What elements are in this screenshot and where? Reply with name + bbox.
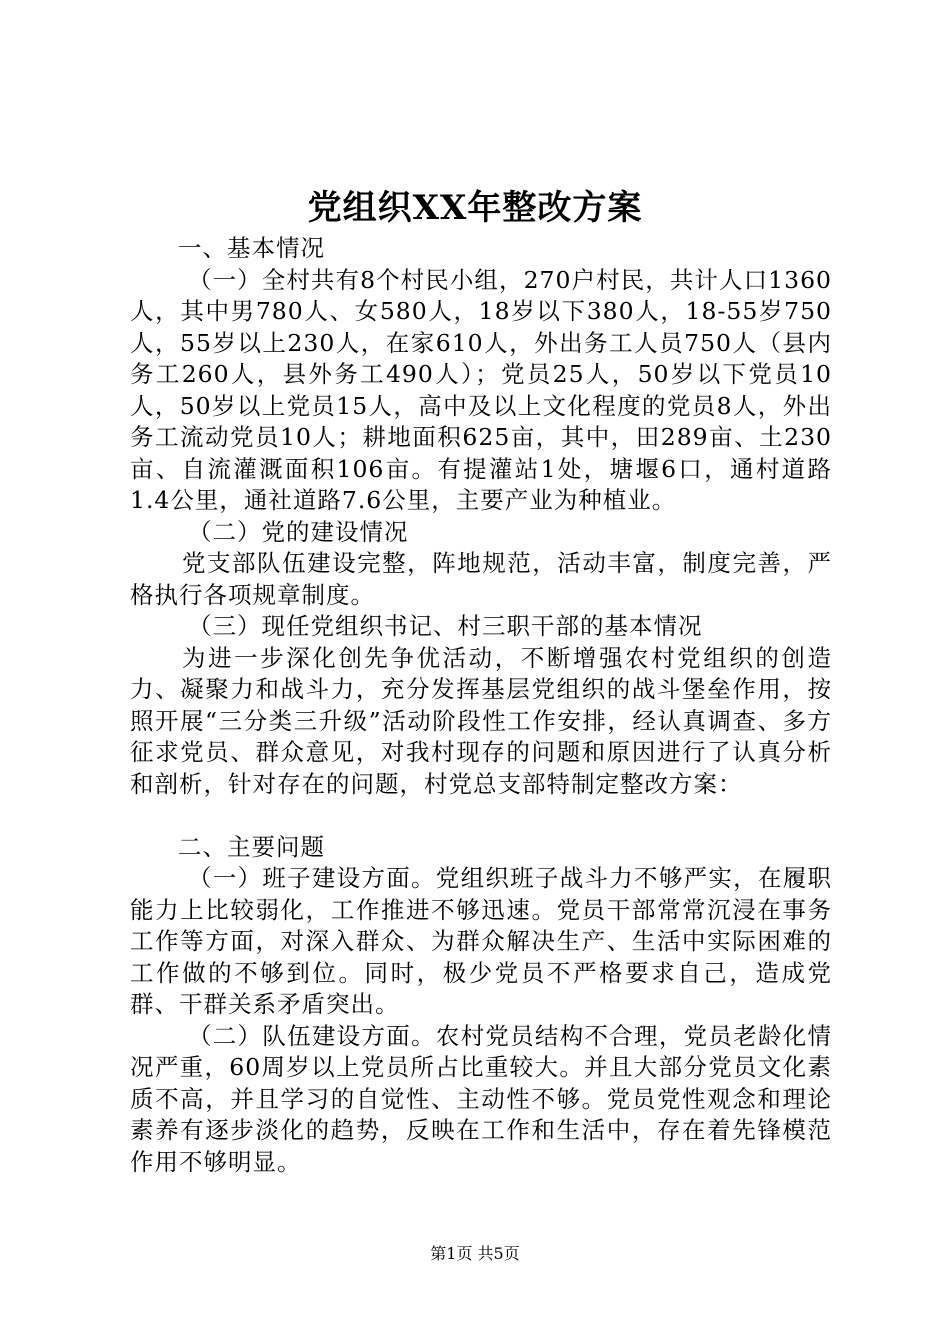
document-title: 党组织XX年整改方案: [307, 188, 643, 228]
paragraph-staff-building: （二）队伍建设方面。农村党员结构不合理，党员老龄化情况严重，60周岁以上党员所占比重较大。并且大部分党员文化素质不高，并且学习的自觉性、主动性不够。党员党性观念和理论素养有逐步淡化的趋势，反映在工作和生活中，存在着先锋模范作用不够明显。: [130, 1021, 832, 1176]
section-heading-main-problems: 二、主要问题: [178, 832, 325, 861]
subheading-party-building: （二）党的建设情况: [188, 517, 409, 546]
subheading-cadres-situation: （三）现任党组织书记、村三职干部的基本情况: [188, 612, 703, 640]
section-heading-basic-situation: 一、基本情况: [178, 234, 325, 262]
paragraph-rectification-intro: 为进一步深化创先争优活动，不断增强农村党组织的创造力、凝聚力和战斗力，充分发挥基层党组织的战斗堡垒作用，按照开展“三分类三升级”活动阶段性工作安排，经认真调查、多方征求党员、群众意见，对我村现存的问题和原因进行了认真分析和剖析，针对存在的问题，村党总支部特制定整改方案：: [130, 643, 832, 798]
paragraph-team-building: （一）班子建设方面。党组织班子战斗力不够严实，在履职能力上比较弱化，工作推进不够迅速。党员干部常常沉浸在事务工作等方面，对深入群众、为群众解决生产、生活中实际困难的工作做的不够到位。同时，极少党员不严格要求自己，造成党群、干群关系矛盾突出。: [130, 864, 832, 1018]
page-number-footer: 第1页 共5页: [430, 1244, 520, 1263]
document-body: [130, 233, 832, 1178]
paragraph-gap: [130, 800, 832, 832]
paragraph-village-statistics: （一）全村共有8个村民小组，270户村民，共计人口1360人，其中男780人、女580人，18岁以下380人，18-55岁750人，55岁以上230人，在家610人，外出务工人员750人（县内务工260人，县外务工490人）；党员25人，50岁以下党员10人，50岁以上党员15人，高中及以上文化程度的党员8人，外出务工流动党员10人；耕地面积625亩，其中，田289亩、土230亩、自流灌溉面积106亩。有提灌站1处，塘堰6口，通村道路1.4公里，通社道路7.6公里，主要产业为种植业。: [130, 265, 832, 514]
paragraph-party-building: 党支部队伍建设完整，阵地规范，活动丰富，制度完善，严格执行各项规章制度。: [130, 549, 832, 609]
